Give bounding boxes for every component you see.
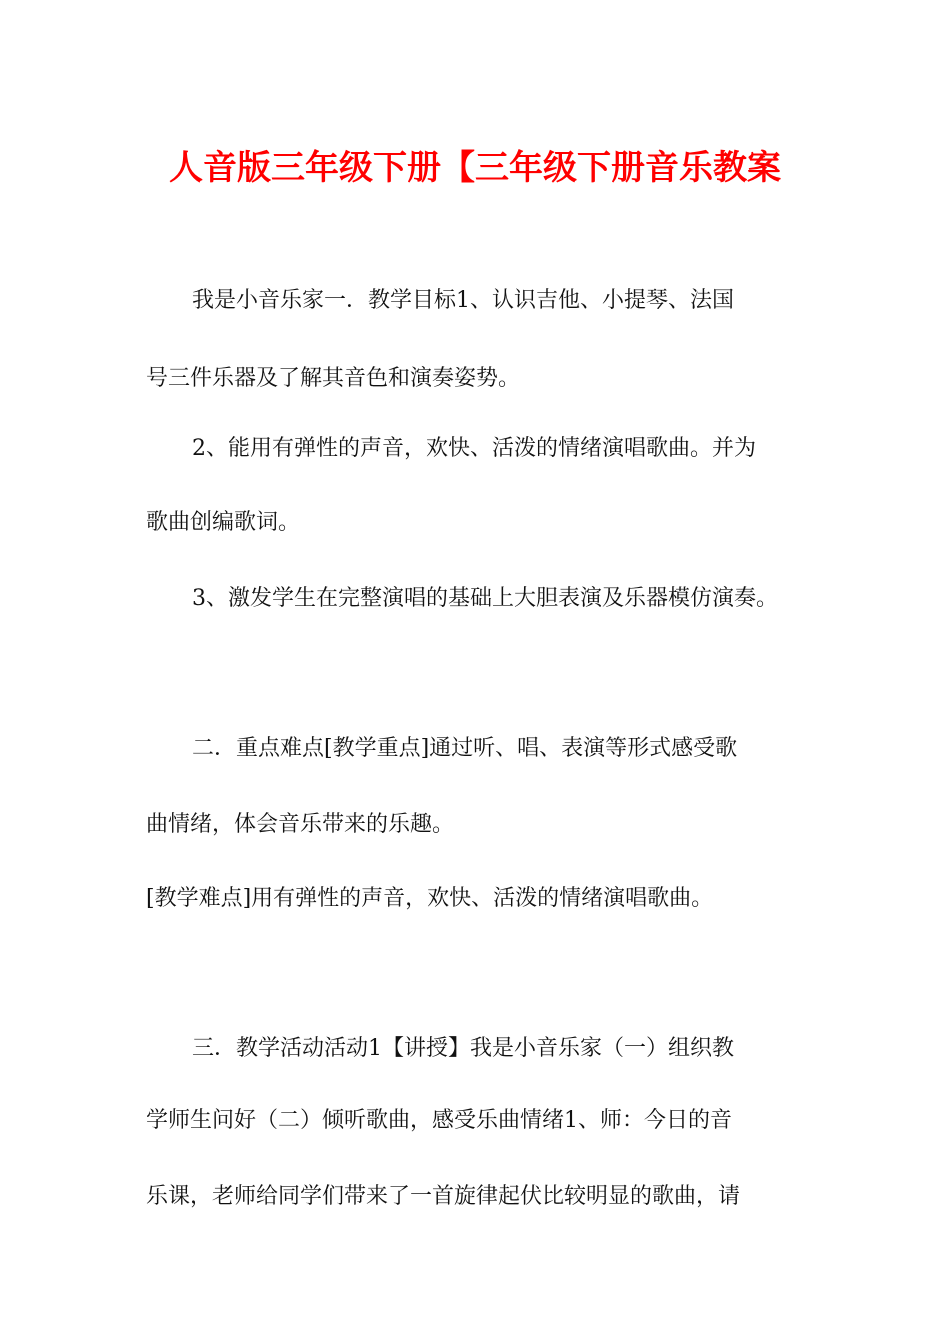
- paragraph-line-4: 歌曲创编歌词。: [146, 510, 301, 535]
- paragraph-line-2: 号三件乐器及了解其音色和演奏姿势。: [146, 366, 521, 391]
- paragraph-line-9: 三．教学活动活动1【讲授】我是小音乐家（一）组织教: [192, 1036, 734, 1061]
- document-title: 人音版三年级下册【三年级下册音乐教案: [169, 148, 781, 188]
- paragraph-line-5: 3、激发学生在完整演唱的基础上大胆表演及乐器模仿演奏。: [192, 586, 778, 611]
- paragraph-line-3: 2、能用有弹性的声音，欢快、活泼的情绪演唱歌曲。并为: [192, 436, 756, 461]
- paragraph-line-7: 曲情绪，体会音乐带来的乐趣。: [146, 812, 455, 837]
- paragraph-line-8: [教学难点]用有弹性的声音，欢快、活泼的情绪演唱歌曲。: [146, 886, 714, 911]
- paragraph-line-6: 二．重点难点[教学重点]通过听、唱、表演等形式感受歌: [192, 736, 738, 761]
- paragraph-line-10: 学师生问好（二）倾听歌曲，感受乐曲情绪1、师：今日的音: [146, 1108, 732, 1133]
- paragraph-line-11: 乐课，老师给同学们带来了一首旋律起伏比较明显的歌曲，请: [146, 1184, 741, 1209]
- paragraph-line-1: 我是小音乐家一．教学目标1、认识吉他、小提琴、法国: [192, 288, 734, 313]
